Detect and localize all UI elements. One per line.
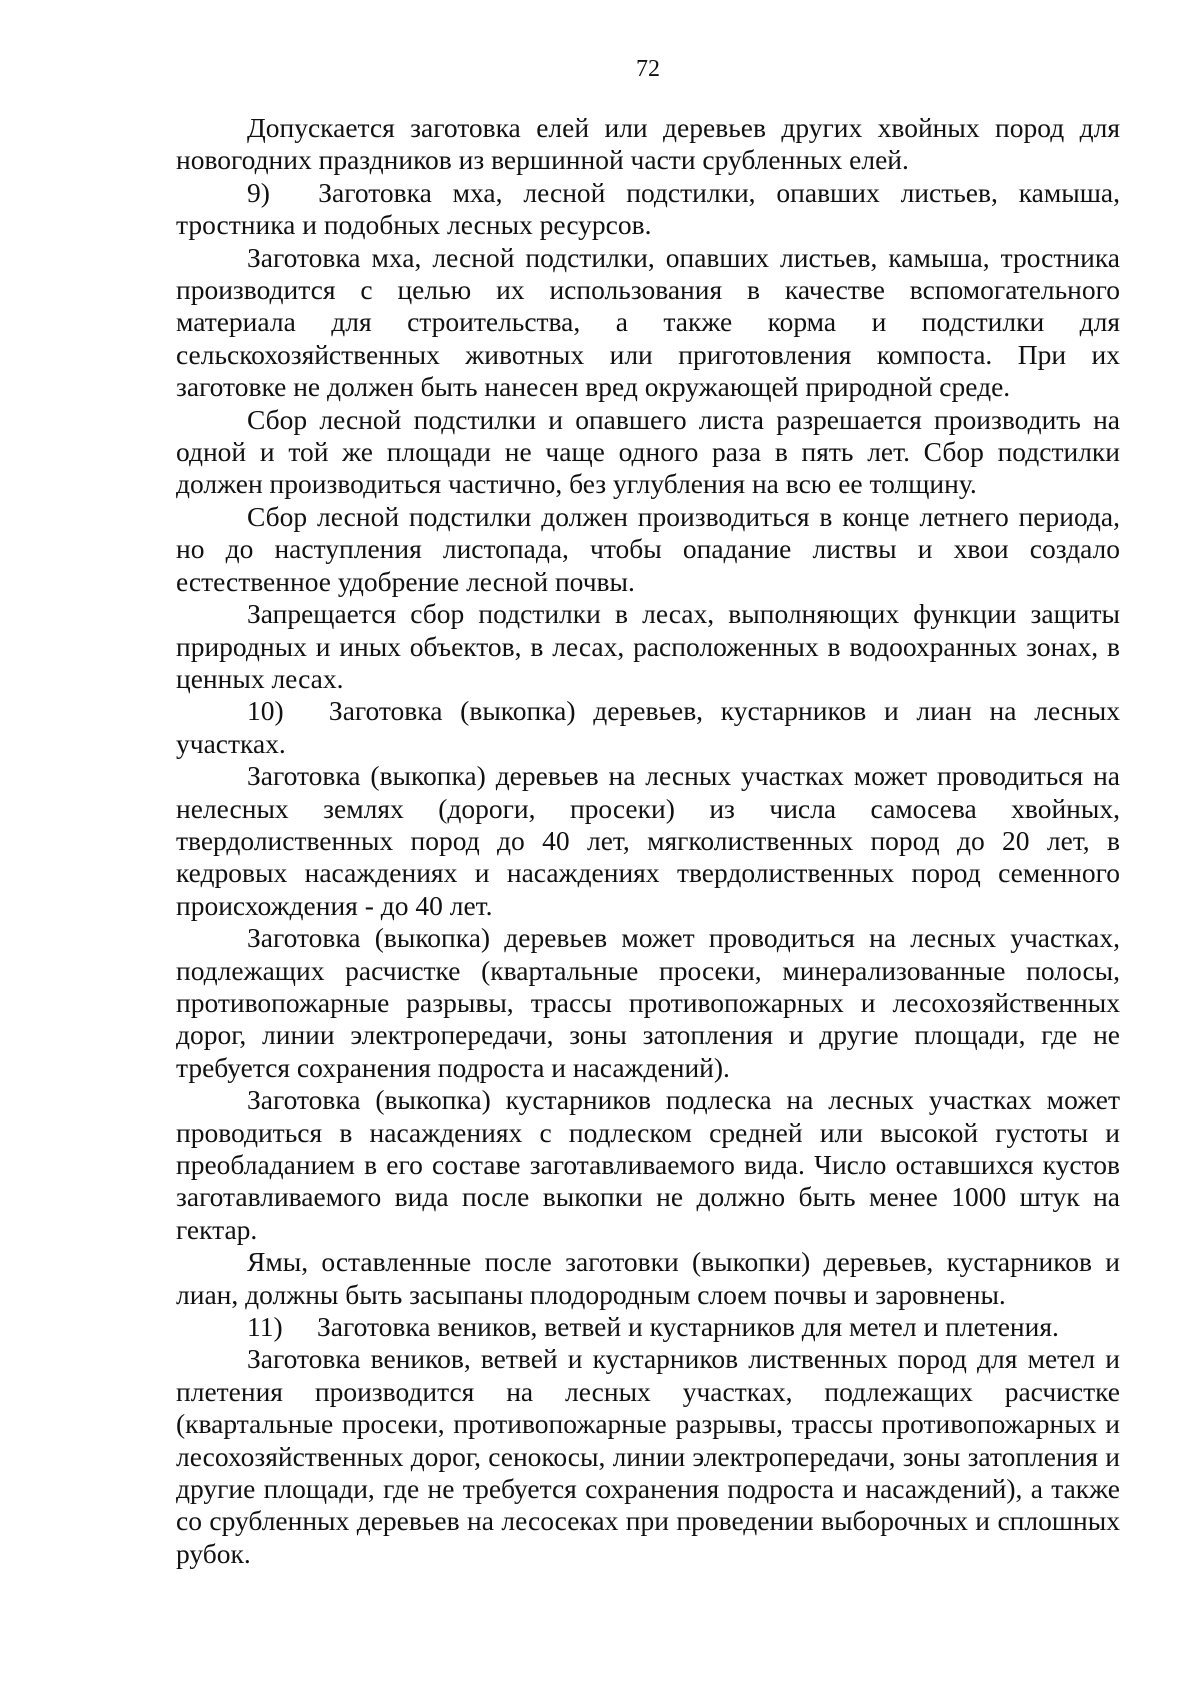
paragraph: Заготовка (выкопка) деревьев может проводиться на лесных участках, подлежащих расчистке (квартальные просеки, минерализованные полосы, противопожарные разрывы, трассы противопожарных и лесохозяйственных дорог, линии электропередачи, зоны затопления и другие площади, где не требуется сохранения подроста и насаждений). [176, 922, 1120, 1083]
paragraph: Заготовка веников, ветвей и кустарников лиственных пород для метел и плетения производится на лесных участках, подлежащих расчистке (квартальные просеки, противопожарные разрывы, трассы противопожарных и лесохозяйственных дорог, сенокосы, линии электропередачи, зоны затопления и другие площади, где не требуется сохранения подроста и насаждений), а также со срубленных деревьев на лесосеках при проведении выборочных и сплошных рубок. [176, 1343, 1120, 1569]
paragraph-item-11: 11) Заготовка веников, ветвей и кустарников для метел и плетения. [247, 1311, 1059, 1343]
paragraph: Запрещается сбор подстилки в лесах, выполняющих функции защиты природных и иных объектов, в лесах, расположенных в водоохранных зонах, в ценных лесах. [176, 598, 1120, 694]
paragraph: Допускается заготовка елей или деревьев других хвойных пород для новогодних праздников из вершинной части срубленных елей. [176, 112, 1120, 176]
paragraph-item-9: 9) Заготовка мха, лесной подстилки, опавших листьев, камыша, тростника и подобных лесных ресурсов. [176, 176, 1120, 241]
paragraph: Сбор лесной подстилки и опавшего листа разрешается производить на одной и той же площади не чаще одного раза в пять лет. Сбор подстилки должен производиться частично, без углубления на всю ее толщину. [176, 403, 1120, 500]
paragraph: Заготовка мха, лесной подстилки, опавших листьев, камыша, тростника производится с целью их использования в качестве вспомогательного материала для строительства, а также корма и подстилки для сельскохозяйственных животных или приготовления компоста. При их заготовке не должен быть нанесен вред окружающей природной среде. [176, 241, 1120, 403]
page-number: 72 [636, 56, 660, 82]
paragraph: Заготовка (выкопка) кустарников подлеска на лесных участках может проводиться в насаждениях с подлеском средней или высокой густоты и преобладанием в его составе заготавливаемого вида. Число оставшихся кустов заготавливаемого вида после выкопки не должно быть менее 1000 штук на гектар. [176, 1084, 1120, 1245]
paragraph: Ямы, оставленные после заготовки (выкопки) деревьев, кустарников и лиан, должны быть засыпаны плодородным слоем почвы и заровнены. [176, 1246, 1120, 1310]
paragraph: Заготовка (выкопка) деревьев на лесных участках может проводиться на нелесных землях (дороги, просеки) из числа самосева хвойных, твердолиственных пород до 40 лет, мягколиственных пород до 20 лет, в кедровых насаждениях и насаждениях твердолиственных пород семенного происхождения - до 40 лет. [176, 760, 1120, 921]
body-text [176, 112, 1120, 1570]
paragraph-item-10: 10) Заготовка (выкопка) деревьев, кустарников и лиан на лесных участках. [176, 695, 1120, 759]
paragraph: Сбор лесной подстилки должен производиться в конце летнего периода, но до наступления листопада, чтобы опадание листвы и хвои создало естественное удобрение лесной почвы. [176, 500, 1120, 597]
